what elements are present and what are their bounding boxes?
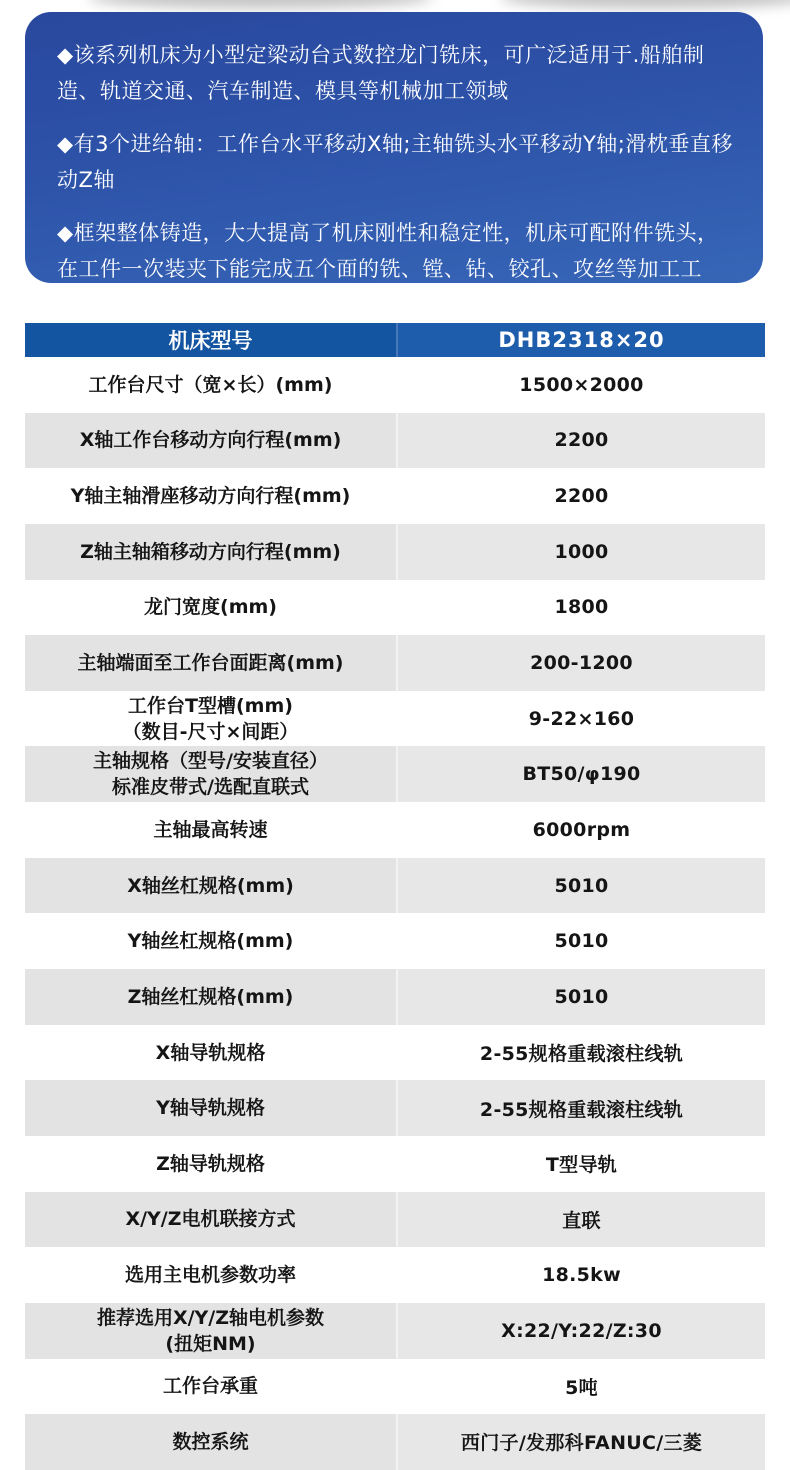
spec-value: 200-1200 — [530, 652, 633, 675]
spec-value: 2-55规格重载滚柱线轨 — [479, 1098, 684, 1121]
spec-label-cell — [25, 691, 398, 747]
spec-label: Z轴丝杠规格(mm) — [127, 985, 294, 1008]
spec-value-cell — [398, 858, 765, 914]
spec-label: 工作台承重 — [162, 1375, 258, 1398]
spec-label-cell — [25, 858, 398, 914]
spec-value: 1000 — [554, 540, 609, 563]
intro-bullet-series: ◆该系列机床为小型定梁动台式数控龙门铣床，可广泛适用于.船舶制造、轨道交通、汽车制造、模具等机械加工领域 — [57, 43, 705, 103]
spec-label-cell — [25, 746, 398, 802]
table-row — [25, 969, 765, 1025]
table-row — [25, 1247, 765, 1303]
table-row — [25, 1303, 765, 1359]
spec-value: 2200 — [554, 429, 609, 452]
table-row — [25, 913, 765, 969]
spec-value: 1500×2000 — [519, 373, 644, 396]
spec-label-cell — [25, 413, 398, 469]
spec-label-cell — [25, 357, 398, 413]
spec-label-cell — [25, 969, 398, 1025]
spec-value-cell — [398, 802, 765, 858]
table-row — [25, 357, 765, 413]
spec-value-cell — [398, 969, 765, 1025]
spec-label-cell — [25, 1025, 398, 1081]
spec-label-line2: 标准皮带式/选配直联式 — [112, 776, 309, 799]
spec-label-cell — [25, 635, 398, 691]
spec-value: BT50/φ190 — [522, 763, 641, 786]
spec-value: X:22/Y:22/Z:30 — [501, 1319, 662, 1342]
spec-value-cell — [398, 1136, 765, 1192]
spec-value-cell — [398, 580, 765, 636]
spec-value: 5010 — [554, 985, 609, 1008]
top-shadow-artifact-right — [500, 0, 790, 9]
spec-label: 龙门宽度(mm) — [144, 596, 277, 619]
table-row — [25, 580, 765, 636]
table-row — [25, 1025, 765, 1081]
spec-value-cell — [398, 691, 765, 747]
spec-label: X轴工作台移动方向行程(mm) — [79, 429, 342, 452]
header-cell-model-value: DHB2318×20 — [398, 323, 765, 357]
spec-value: 5010 — [554, 874, 609, 897]
spec-label: 推荐选用X/Y/Z轴电机参数 — [96, 1306, 325, 1329]
table-row — [25, 691, 765, 747]
spec-label: 主轴规格（型号/安装直径） — [93, 750, 328, 773]
spec-label-cell — [25, 802, 398, 858]
spec-label: X/Y/Z电机联接方式 — [125, 1208, 296, 1231]
intro-bullet-frame: ◆框架整体铸造，大大提高了机床刚性和稳定性，机床可配附件铣头，在工件一次装夹下能完成五个面的铣、镗、钻、铰孔、攻丝等加工工序，数控系统控制可实现三轴联动，实现轮廓铣削 — [57, 221, 719, 317]
spec-value-cell — [398, 1359, 765, 1415]
table-row — [25, 1136, 765, 1192]
spec-label: Z轴导轨规格 — [156, 1152, 265, 1175]
spec-label-cell — [25, 1359, 398, 1415]
spec-label: 工作台尺寸（宽×长）(mm) — [88, 373, 333, 396]
spec-label-cell — [25, 913, 398, 969]
spec-label-cell — [25, 1192, 398, 1248]
spec-value: 18.5kw — [542, 1264, 621, 1287]
spec-value: 2-55规格重载滚柱线轨 — [479, 1043, 684, 1065]
product-intro-panel — [25, 12, 763, 317]
spec-label: 工作台T型槽(mm) — [128, 694, 293, 717]
spec-label-line2: （数目-尺寸×间距） — [122, 720, 299, 743]
spec-value-cell — [398, 524, 765, 580]
table-row — [25, 635, 765, 691]
intro-bullet-axes: ◆有3个进给轴：工作台水平移动X轴;主轴铣头水平移动Y轴;滑枕垂直移动Z轴 — [57, 132, 733, 192]
table-row — [25, 1192, 765, 1248]
table-row — [25, 413, 765, 469]
spec-value: T型导轨 — [545, 1154, 618, 1177]
spec-label-cell — [25, 468, 398, 524]
spec-label-cell — [25, 1247, 398, 1303]
spec-value: 西门子/发那科FANUC/三菱 — [460, 1432, 703, 1455]
spec-value-cell — [398, 1192, 765, 1248]
spec-value: 2200 — [554, 485, 609, 508]
header-cell-model-label: 机床型号 — [25, 323, 398, 357]
spec-value-cell — [398, 357, 765, 413]
spec-label: 数控系统 — [172, 1430, 249, 1453]
table-row — [25, 1414, 765, 1470]
spec-value-cell — [398, 1303, 765, 1359]
table-row — [25, 802, 765, 858]
spec-label-line2: (扭矩NM) — [165, 1332, 256, 1355]
spec-value-cell — [398, 413, 765, 469]
spec-label: Y轴丝杠规格(mm) — [127, 930, 294, 953]
spec-label: Y轴导轨规格 — [156, 1097, 265, 1120]
table-row — [25, 468, 765, 524]
spec-value-cell — [398, 468, 765, 524]
spec-label-cell — [25, 524, 398, 580]
spec-label: 选用主电机参数功率 — [124, 1264, 296, 1287]
spec-label: X轴丝杠规格(mm) — [127, 874, 294, 897]
spec-table — [25, 323, 765, 1470]
spec-value: 5010 — [554, 930, 609, 953]
spec-label-cell — [25, 580, 398, 636]
top-shadow-artifact-left — [88, 0, 433, 9]
spec-label: X轴导轨规格 — [155, 1041, 266, 1064]
spec-table-header — [25, 323, 765, 357]
spec-label: 主轴端面至工作台面距离(mm) — [77, 652, 344, 675]
spec-value: 6000rpm — [532, 818, 631, 841]
spec-value: 1800 — [554, 596, 609, 619]
spec-label-cell — [25, 1303, 398, 1359]
spec-value: 5吨 — [565, 1376, 598, 1399]
table-row — [25, 746, 765, 802]
spec-value-cell — [398, 746, 765, 802]
spec-label-cell — [25, 1414, 398, 1470]
spec-value: 9-22×160 — [528, 707, 635, 730]
spec-value-cell — [398, 1080, 765, 1136]
spec-label: 主轴最高转速 — [153, 818, 268, 841]
table-row — [25, 858, 765, 914]
table-row — [25, 1080, 765, 1136]
spec-value-cell — [398, 913, 765, 969]
spec-value-cell — [398, 1414, 765, 1470]
spec-table-body — [25, 357, 765, 1470]
spec-label-cell — [25, 1080, 398, 1136]
spec-value-cell — [398, 635, 765, 691]
spec-value-cell — [398, 1025, 765, 1081]
spec-label: Y轴主轴滑座移动方向行程(mm) — [70, 485, 351, 508]
spec-value-cell — [398, 1247, 765, 1303]
spec-label: Z轴主轴箱移动方向行程(mm) — [80, 540, 341, 563]
table-row — [25, 524, 765, 580]
spec-value: 直联 — [562, 1209, 601, 1232]
table-row — [25, 1359, 765, 1415]
spec-label-cell — [25, 1136, 398, 1192]
